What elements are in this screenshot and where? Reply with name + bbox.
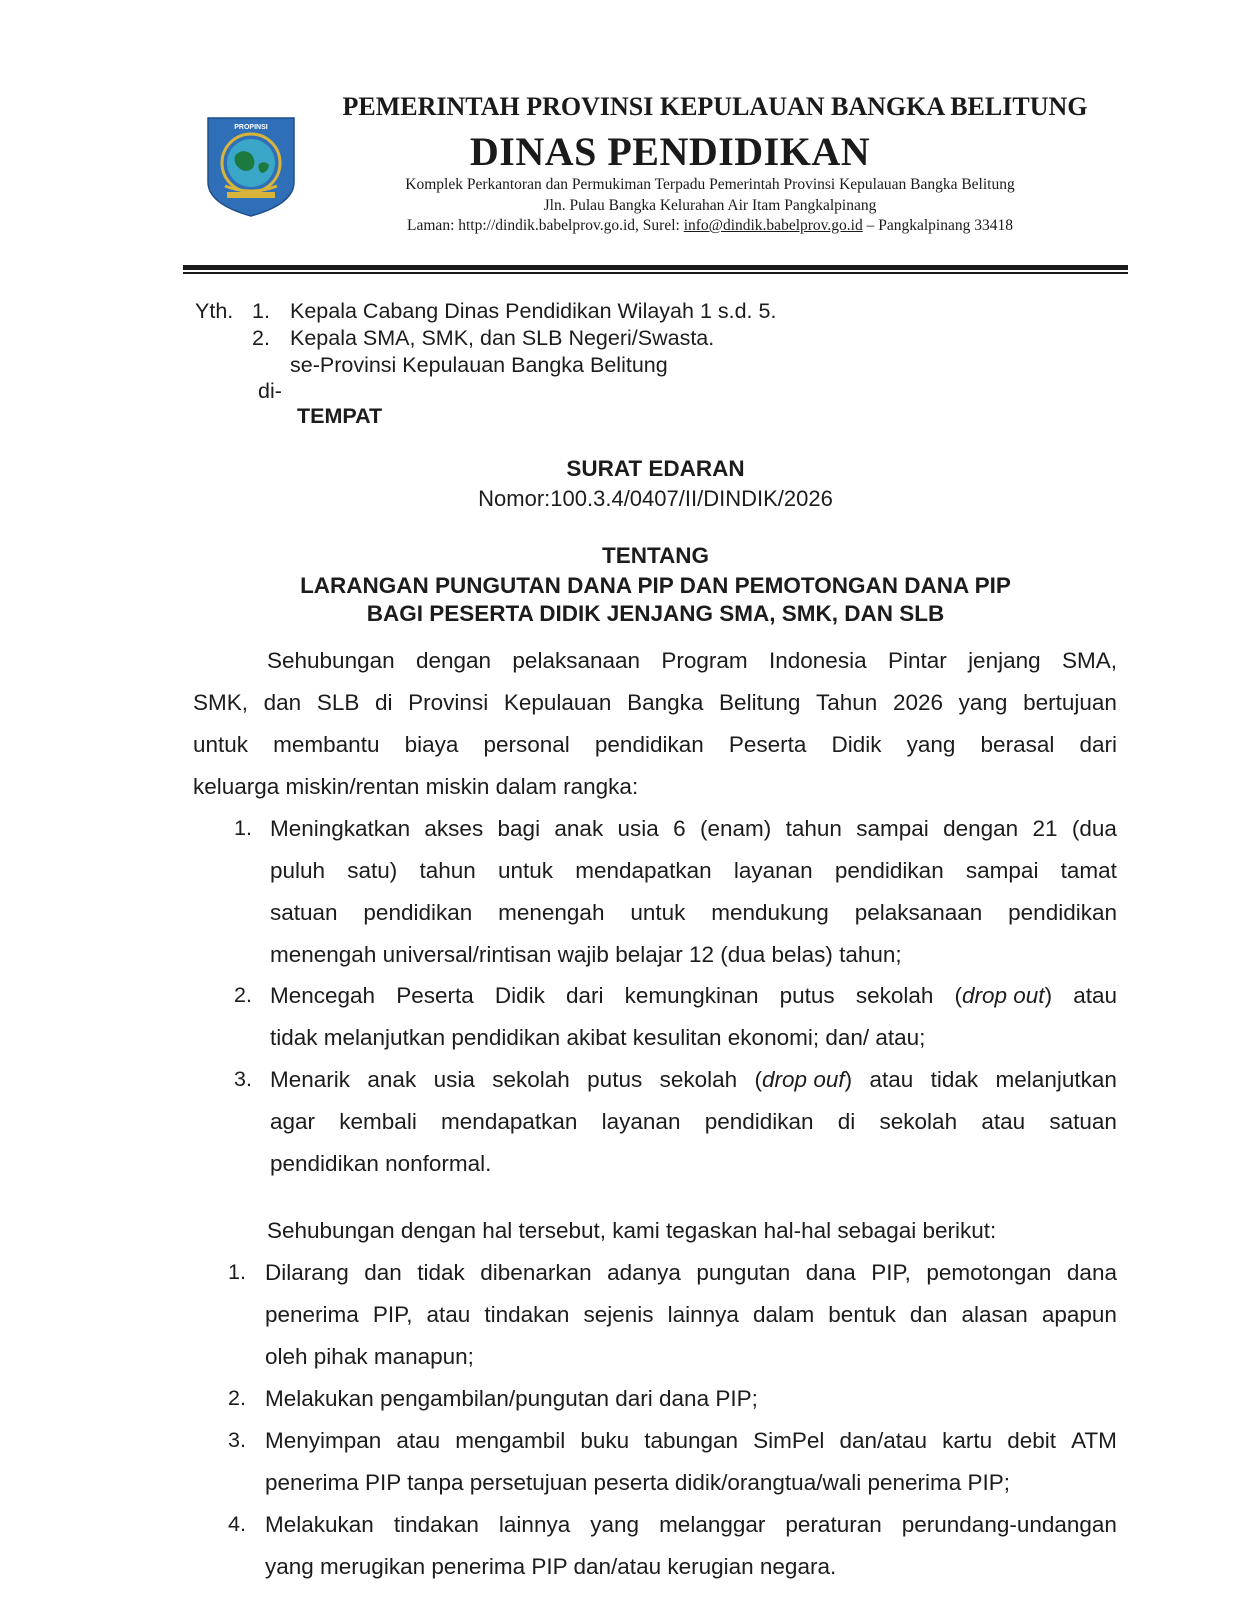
word: ( — [954, 983, 962, 1008]
word: mendapatkan — [575, 858, 712, 883]
word: pendidikan — [363, 900, 473, 925]
word: SMA, — [1061, 648, 1117, 673]
word: biaya — [404, 732, 459, 757]
word: pungutan — [696, 1260, 791, 1285]
purpose-line — [270, 816, 1117, 842]
email-link[interactable]: info@dindik.babelprov.go.id — [683, 217, 863, 234]
word: melanggar — [659, 1512, 766, 1537]
department-name: DINAS PENDIDIKAN — [469, 129, 871, 174]
word: ATM — [1071, 1428, 1117, 1453]
word: dari — [1079, 732, 1117, 757]
word: pendidikan — [834, 858, 944, 883]
word: tidak — [417, 1260, 465, 1285]
word: melanjutkan — [995, 1067, 1117, 1092]
letterhead-divider-thick — [183, 265, 1128, 270]
word: dan — [909, 1302, 948, 1327]
word: Belitung — [719, 690, 801, 715]
purpose-line — [270, 1109, 1117, 1135]
word: dari — [566, 983, 604, 1008]
word: 6 — [673, 816, 686, 841]
emphasis-line: oleh pihak manapun; — [265, 1344, 474, 1369]
word: dan/atau — [839, 1428, 928, 1453]
word: dan — [364, 1260, 402, 1285]
word: Didik — [831, 732, 882, 757]
word: debit — [1007, 1428, 1057, 1453]
word: akses — [424, 816, 484, 841]
province-logo — [205, 116, 297, 218]
word: Sehubungan — [267, 648, 395, 673]
word: mendukung — [711, 900, 829, 925]
addressee-di: di- — [258, 379, 282, 403]
word: sejenis — [583, 1302, 654, 1327]
emphasis-line — [265, 1512, 1117, 1538]
word: untuk — [193, 732, 249, 757]
emphasis-number: 1. — [228, 1260, 246, 1284]
word: yang — [590, 1512, 640, 1537]
word: sampai — [965, 858, 1039, 883]
word: ) — [1044, 983, 1053, 1008]
word: mendapatkan — [441, 1109, 578, 1134]
addressee-number: 2. — [252, 326, 270, 350]
word: personal — [483, 732, 570, 757]
intro-line — [267, 648, 1117, 674]
addressee-item: Kepala Cabang Dinas Pendidikan Wilayah 1 s.d. 5. — [290, 299, 777, 323]
word: Kepulauan — [503, 690, 612, 715]
purpose-line — [270, 858, 1117, 884]
word: putus — [779, 983, 835, 1008]
purpose-line: tidak melanjutkan pendidikan akibat kesulitan ekonomi; dan/ atau; — [270, 1025, 926, 1050]
word: lainnya — [667, 1302, 739, 1327]
word: pemotongan — [926, 1260, 1052, 1285]
word: sekolah — [492, 1067, 570, 1092]
word: 21 — [1032, 816, 1058, 841]
word: Indonesia — [769, 648, 867, 673]
circular-heading: SURAT EDARAN — [566, 456, 745, 481]
word: Bangka — [627, 690, 704, 715]
word: Program — [661, 648, 748, 673]
intro-line — [193, 732, 1117, 758]
intro-line: keluarga miskin/rentan miskin dalam rangka: — [193, 774, 639, 799]
word: atau — [426, 1302, 471, 1327]
word: untuk — [498, 858, 554, 883]
emphasis-number: 3. — [228, 1428, 246, 1452]
word: dibenarkan — [480, 1260, 592, 1285]
word: dengan — [415, 648, 492, 673]
word: tahun — [419, 858, 476, 883]
word: atau — [1073, 983, 1117, 1008]
word: pendidikan — [704, 1109, 814, 1134]
word: PIP, — [871, 1260, 911, 1285]
circular-number: Nomor:100.3.4/0407/II/DINDIK/2026 — [478, 486, 833, 511]
word: berasal — [980, 732, 1055, 757]
word: di — [375, 690, 393, 715]
address-line-2: Jln. Pulau Bangka Kelurahan Air Itam Pangkalpinang — [543, 197, 877, 214]
word: yang — [906, 732, 956, 757]
word: layanan — [733, 858, 813, 883]
emphasis-line: penerima PIP tanpa persetujuan peserta didik/orangtua/wali penerima PIP; — [265, 1470, 1011, 1495]
word: tindakan — [393, 1512, 479, 1537]
address-line-1: Komplek Perkantoran dan Permukiman Terpadu Pemerintah Provinsi Kepulauan Bangka Belitung — [405, 176, 1015, 193]
word: Melakukan — [265, 1512, 374, 1537]
word: buku — [580, 1428, 630, 1453]
purpose-line-3-first — [270, 1067, 1117, 1093]
word: 2026 — [892, 690, 944, 715]
word: sekolah — [879, 1109, 958, 1134]
word: mengambil — [455, 1428, 566, 1453]
italic-term: drop out — [962, 983, 1045, 1008]
purpose-number: 2. — [234, 983, 252, 1007]
word: atau — [396, 1428, 441, 1453]
word: apapun — [1041, 1302, 1117, 1327]
letterhead-divider-thin — [183, 272, 1128, 274]
word: bentuk — [828, 1302, 896, 1327]
emphasis-line: yang merugikan penerima PIP dan/atau kerugian negara. — [265, 1554, 837, 1579]
word: (enam) — [699, 816, 772, 841]
emphasis-number: 2. — [228, 1386, 246, 1410]
word: atau — [981, 1109, 1026, 1134]
word: adanya — [607, 1260, 681, 1285]
word: Didik — [494, 983, 545, 1008]
italic-group — [955, 983, 1053, 1009]
word: usia — [617, 816, 659, 841]
word: Tahun — [816, 690, 878, 715]
word: ) — [844, 1067, 853, 1092]
subject-line-2: BAGI PESERTA DIDIK JENJANG SMA, SMK, DAN SLB — [366, 601, 945, 626]
word: SLB — [316, 690, 360, 715]
word: alasan — [961, 1302, 1028, 1327]
contact-line — [340, 217, 1080, 235]
purpose-line-2-first — [270, 983, 1117, 1009]
word: bertujuan — [1023, 690, 1117, 715]
subject-line-1: LARANGAN PUNGUTAN DANA PIP DAN PEMOTONGAN DANA PIP — [300, 573, 1011, 598]
addressee-place: TEMPAT — [297, 404, 383, 428]
addressee-number: 1. — [252, 299, 270, 323]
word: untuk — [630, 900, 686, 925]
word: Peserta — [396, 983, 474, 1008]
word: dalam — [752, 1302, 815, 1327]
word: lainnya — [498, 1512, 571, 1537]
purpose-line: pendidikan nonformal. — [270, 1151, 492, 1176]
tentang-heading: TENTANG — [601, 543, 710, 568]
word: SMK, — [193, 690, 249, 715]
emphasis-number: 4. — [228, 1512, 246, 1536]
word: peraturan — [785, 1512, 882, 1537]
purpose-number: 3. — [234, 1067, 252, 1091]
emphasis-line — [265, 1428, 1117, 1454]
word: pelaksanaan — [512, 648, 641, 673]
word: SimPel — [753, 1428, 825, 1453]
word: agar — [270, 1109, 316, 1134]
word: kemungkinan — [624, 983, 759, 1008]
word: satuan — [270, 900, 338, 925]
purpose-line: menengah universal/rintisan wajib belajar 12 (dua belas) tahun; — [270, 942, 902, 967]
emphasis-line — [265, 1302, 1117, 1328]
word: puluh — [270, 858, 326, 883]
word: usia — [433, 1067, 475, 1092]
word: kartu — [942, 1428, 993, 1453]
word: Peserta — [728, 732, 807, 757]
word: dengan — [943, 816, 1019, 841]
word: yang — [958, 690, 1008, 715]
word: Pintar — [887, 648, 947, 673]
addressee-region: se-Provinsi Kepulauan Bangka Belitung — [290, 353, 668, 377]
word: dana — [1066, 1260, 1117, 1285]
word: ( — [754, 1067, 763, 1092]
word: satu) — [347, 858, 398, 883]
government-name: PEMERINTAH PROVINSI KEPULAUAN BANGKA BELITUNG — [342, 92, 1088, 121]
word: dan — [263, 690, 302, 715]
contact-suffix: – Pangkalpinang 33418 — [862, 217, 1013, 234]
purpose-line — [270, 900, 1117, 926]
word: anak — [554, 816, 604, 841]
word: Provinsi — [408, 690, 489, 715]
word: anak — [367, 1067, 417, 1092]
word: pendidikan — [594, 732, 704, 757]
emphasis-line — [265, 1260, 1117, 1286]
word: sekolah — [855, 983, 934, 1008]
word: pelaksanaan — [854, 900, 983, 925]
word: dana — [805, 1260, 856, 1285]
word: perundang-undangan — [901, 1512, 1117, 1537]
intro-line — [193, 690, 1117, 716]
word: di — [837, 1109, 856, 1134]
word: PIP, — [372, 1302, 413, 1327]
word: jenjang — [968, 648, 1041, 673]
italic-term: drop ouf — [762, 1067, 845, 1092]
word: atau — [869, 1067, 914, 1092]
word: bagi — [497, 816, 541, 841]
contact-prefix: Laman: http://dindik.babelprov.go.id, Surel: — [407, 217, 684, 234]
word: tidak — [930, 1067, 979, 1092]
word: pendidikan — [1008, 900, 1117, 925]
yth-label: Yth. — [195, 299, 234, 323]
italic-group — [755, 1067, 853, 1093]
addressee-item: Kepala SMA, SMK, dan SLB Negeri/Swasta. — [290, 326, 715, 350]
word: penerima — [265, 1302, 359, 1327]
word: Mencegah — [270, 983, 376, 1008]
word: Dilarang — [265, 1260, 349, 1285]
word: layanan — [601, 1109, 681, 1134]
word: tindakan — [484, 1302, 570, 1327]
word: putus — [587, 1067, 643, 1092]
word: sekolah — [659, 1067, 738, 1092]
purpose-number: 1. — [234, 816, 252, 840]
word: tamat — [1060, 858, 1117, 883]
word: satuan — [1049, 1109, 1117, 1134]
word: Menarik — [270, 1067, 351, 1092]
logo-top-text: PROPINSI — [234, 124, 268, 131]
emphasis-intro: Sehubungan dengan hal tersebut, kami tegaskan hal-hal sebagai berikut: — [267, 1218, 997, 1243]
word: sampai — [856, 816, 929, 841]
word: kembali — [339, 1109, 417, 1134]
word: (dua — [1071, 816, 1117, 841]
word: tabungan — [644, 1428, 739, 1453]
word: Meningkatkan — [270, 816, 411, 841]
word: tahun — [785, 816, 842, 841]
emphasis-line: Melakukan pengambilan/pungutan dari dana PIP; — [265, 1386, 758, 1411]
word: Menyimpan — [265, 1428, 382, 1453]
word: membantu — [273, 732, 380, 757]
word: menengah — [498, 900, 605, 925]
